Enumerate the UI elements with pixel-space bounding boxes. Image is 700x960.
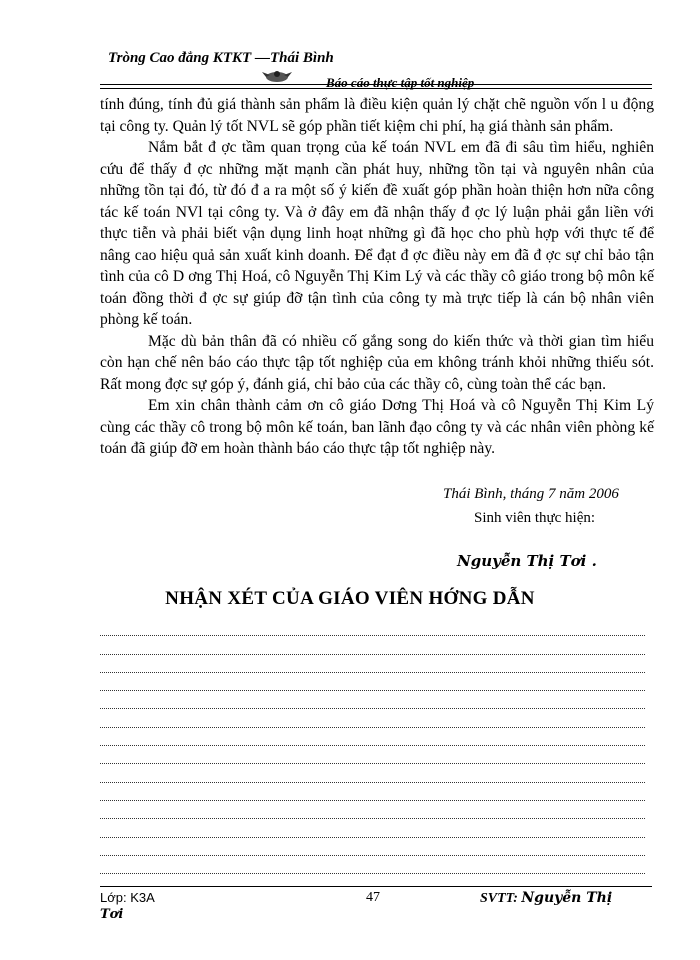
paragraph-2: Nắm bắt đ ợc tầm quan trọng của kế toán NVL em đã đi sâu tìm hiểu, nghiên cứu để thấy đ ợc những mặt mạnh cần phát huy, những tồn tại và nguyên nhân của những tồn tại đó, từ đó đ a ra một số ý kiến đề xuất góp phần hoàn thiện hơn nữa công tác kế toán NVl tại công ty. Và ở đây em đã nhận thấy đ ợc lý luận phải gắn liền với thực tiễn và phải biết vận dụng linh hoạt những gì đã học cho phù hợp với thực tế để nâng cao hiệu quả sản xuất kinh doanh. Để đạt đ ợc điều này em đã đ ợc sự chỉ bảo tận tình của cô D ơng Thị Hoá, cô Nguyễn Thị Kim Lý và các thầy cô giáo trong bộ môn kế toán đồng thời đ ợc sự giúp đỡ tận tình của công ty mà trực tiếp là cán bộ nhân viên phòng kế toán. bbox=[100, 139, 654, 328]
comment-line bbox=[100, 618, 645, 636]
paragraph-3: Mặc dù bản thân đã có nhiều cố gắng song do kiến thức và thời gian tìm hiểu còn hạn chế nên báo cáo thực tập tốt nghiệp của em không tránh khỏi những thiếu sót. Rất mong đợc sự góp ý, đánh giá, chỉ bảo của các thầy cô, cùng toàn thể các bạn. bbox=[100, 332, 654, 393]
comment-lines bbox=[100, 618, 645, 874]
comment-line bbox=[100, 801, 645, 819]
footer-student-label: SVTT: bbox=[480, 891, 522, 906]
body-text bbox=[100, 94, 654, 460]
footer-student-name-overflow: Tơi bbox=[100, 907, 124, 922]
header-divider-thin bbox=[100, 88, 652, 89]
comment-line bbox=[100, 673, 645, 691]
comment-line bbox=[100, 856, 645, 874]
header-divider bbox=[100, 84, 652, 85]
footer-student-name: Nguyễn Thị bbox=[521, 890, 613, 906]
comment-line bbox=[100, 746, 645, 764]
signer-label: Sinh viên thực hiện: bbox=[474, 510, 596, 526]
comment-line bbox=[100, 838, 645, 856]
paragraph-1: tính đúng, tính đủ giá thành sản phẩm là điều kiện quản lý chặt chẽ nguồn vốn l u động tại công ty. Quản lý tốt NVL sẽ góp phần tiết kiệm chi phí, hạ giá thành sản phẩm. bbox=[100, 96, 654, 135]
section-title: NHẬN XÉT CỦA GIÁO VIÊN HỚNG DẪN bbox=[165, 588, 535, 609]
comment-line bbox=[100, 636, 645, 654]
footer-class-label: Lớp: K3A bbox=[100, 890, 155, 905]
comment-line bbox=[100, 819, 645, 837]
footer-student bbox=[480, 890, 612, 907]
header-school-title: Tròng Cao đẳng KTKT —Thái Bình bbox=[108, 50, 334, 66]
header-report-title: Báo cáo thực tập tốt nghiệp bbox=[326, 75, 475, 90]
date-line: Thái Bình, tháng 7 năm 2006 bbox=[443, 486, 619, 502]
comment-line bbox=[100, 655, 645, 673]
comment-line bbox=[100, 728, 645, 746]
signature: Nguyễn Thị Tơi . bbox=[457, 552, 597, 570]
footer-divider bbox=[100, 886, 652, 887]
paragraph-4: Em xin chân thành cảm ơn cô giáo Dơng Thị Hoá và cô Nguyễn Thị Kim Lý cùng các thầy cô trong bộ môn kế toán, ban lãnh đạo công ty và các nhân viên phòng kế toán đã giúp đỡ em hoàn thành báo cáo thực tập tốt nghiệp này. bbox=[100, 397, 654, 457]
comment-line bbox=[100, 764, 645, 782]
comment-line bbox=[100, 709, 645, 727]
page-number: 47 bbox=[366, 890, 380, 905]
comment-line bbox=[100, 691, 645, 709]
school-logo-icon bbox=[262, 68, 292, 84]
comment-line bbox=[100, 783, 645, 801]
